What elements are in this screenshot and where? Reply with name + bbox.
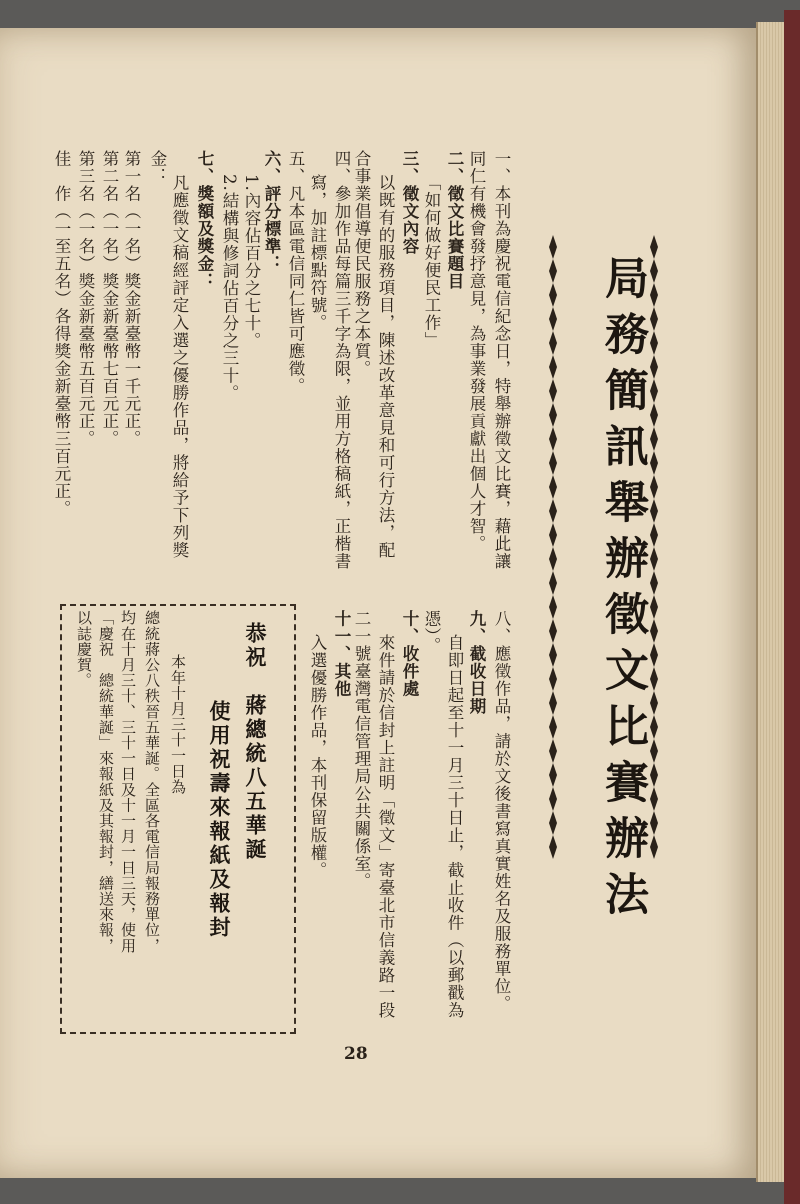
book-cover [784, 10, 800, 1204]
body-column: 一、本刊為慶祝電信紀念日，特舉辦徵文比賽，藉此讓 [492, 150, 511, 570]
page-number: 28 [344, 1044, 368, 1064]
box-heading-1: 恭祝 蔣總統八五華誕 [243, 622, 268, 862]
box-heading-2: 使用祝壽來報紙及報封 [207, 700, 232, 940]
page-title: 局務簡訊舉辦徵文比賽辦法 [597, 255, 648, 927]
body-column: 寫，加註標點符號。 [308, 174, 327, 332]
body-column: 凡應徵文稿經評定入選之優勝作品，將給予下列獎 [170, 174, 189, 559]
body-column: 第二名（一名）獎金新臺幣七百元正。 [100, 150, 119, 448]
body-column: 1.內容佔百分之七十。 [242, 174, 261, 350]
body-column: 七、獎額及獎金： [195, 150, 214, 290]
body-column: 入選優勝作品，本刊保留版權。 [308, 634, 327, 879]
body-column: 同仁有機會發抒意見，為事業發展貢獻出個人才智。 [467, 150, 486, 553]
body-column: 憑）。 [422, 610, 441, 655]
body-column: 合事業倡導便民服務之本質。 [352, 150, 371, 378]
body-column: 第三名（一名）獎金新臺幣五百元正。 [76, 150, 95, 448]
body-column: 十、收件處 [400, 610, 419, 698]
body-column: 以既有的服務項目，陳述改革意見和可行方法，配 [376, 174, 395, 559]
body-column: 金： [148, 150, 167, 185]
body-column: 四、參加作品每篇三千字為限，並用方格稿紙，正楷書 [332, 150, 351, 570]
body-column: 五、凡本區電信同仁皆可應徵。 [286, 150, 305, 395]
box-text-line: 「慶祝 總統華誕」來報紙及其報封，繕送來報， [97, 610, 115, 954]
body-column: 來件請於信封上註明「徵文」寄臺北市信義路一段 [376, 634, 395, 1019]
body-column: 第一名（一名）獎金新臺幣一千元正。 [122, 150, 141, 448]
body-column: 二一號臺灣電信管理局公共關係室。 [352, 610, 371, 890]
body-column: 二、徵文比賽題目 [445, 150, 464, 290]
body-column: 自即日起至十一月三十日止，截止收件（以郵戳為 [445, 634, 464, 1019]
box-text-line: 本年十月三十一日為 [169, 654, 187, 795]
box-text-line: 以誌慶賀。 [75, 610, 93, 688]
body-column: 「如何做好便民工作」 [422, 174, 441, 349]
body-column: 十一、其他 [332, 610, 351, 698]
body-column: 八、應徵作品，請於文後書寫真實姓名及服務單位。 [492, 610, 511, 1013]
box-text-line: 總統蔣公八秩晉五華誕。全區各電信局報務單位， [143, 610, 161, 954]
body-column: 九、截收日期 [467, 610, 486, 715]
box-text-line: 均在十月三十、三十一日及十一月一日三天，使用 [119, 610, 137, 954]
body-column: 三、徵文內容 [400, 150, 419, 255]
title-border-left [548, 235, 558, 867]
body-column: 2.結構與修詞佔百分之三十。 [220, 174, 239, 402]
body-column: 六、評分標準： [262, 150, 281, 273]
body-column: 佳 作（一至五名）各得獎金新臺幣三百元正。 [52, 150, 71, 518]
